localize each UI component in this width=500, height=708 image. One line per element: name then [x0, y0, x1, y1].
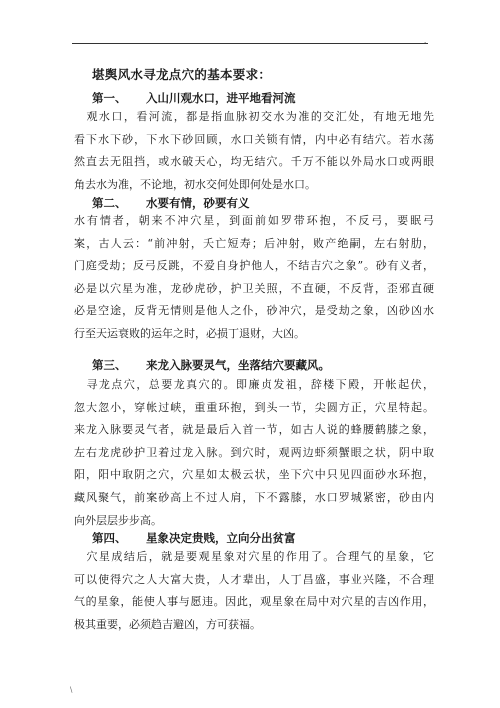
paragraph-line: 气的星象，能使人事与愿违。因此，观星象在局中对穴星的吉凶作用，: [74, 595, 434, 609]
section-heading-2: [92, 195, 250, 211]
paragraph-line: 藏风聚气，前案砂高上不过人肩，下不露膝，水口罗城紧密，砂由内: [74, 490, 434, 504]
header-mark: .: [424, 37, 427, 45]
paragraph-line: 可以使得穴之人大富大贵，人才辈出，人丁昌盛，事业兴隆，不合理: [74, 572, 434, 586]
section-heading-text: 入山川观水口，进平地看河流: [146, 91, 296, 105]
header-rule: [72, 43, 428, 44]
paragraph-line: 水有情者，朝来不冲穴星，到面前如罗带环抱，不反弓，要眠弓: [74, 214, 434, 227]
paragraph-line: 穴星成结后，就是要观星象对穴星的作用了。合理气的星象，它: [74, 550, 434, 563]
section-paragraph-3: [74, 374, 434, 532]
paragraph-line: 来龙入脉要灵气者，就是最后入首一节，如古人说的蜂腰鹤膝之象，: [74, 423, 434, 437]
paragraph-line: 寻龙点穴，总要龙真穴的。即廉贞发祖，辞楼下殿，开帐起伏，: [74, 378, 434, 391]
paragraph-line: 忽大忽小，穿帐过峡，重重环抱，到头一节，尖圆方正，穴星特起。: [74, 400, 434, 414]
section-heading-4: [92, 530, 296, 546]
paragraph-line: 角去水为准，不论地，初水交何处即何处是水口。: [74, 177, 316, 191]
section-heading-text: 水要有情，砂要有义: [146, 196, 250, 210]
paragraph-line: 向外层层步步高。: [74, 513, 162, 527]
section-number: 第三、: [92, 358, 127, 372]
paragraph-line: 极其重要，必须趋吉避凶，方可获福。: [74, 617, 261, 631]
paragraph-line: 门庭受劫；反弓反跳，不爱自身护他人，不结吉穴之象”。砂有义者，: [74, 259, 434, 273]
paragraph-line: 左右龙虎砂护卫着过龙入脉。到穴时，观两边虾须蟹眼之状，阴中取: [74, 445, 434, 459]
section-heading-text: 星象决定贵贱，立向分出贫富: [146, 531, 296, 545]
paragraph-line: 案，古人云：“前冲射，夭亡短寿；后冲射，败产绝嗣，左右射肋，: [74, 236, 434, 250]
section-number: 第一、: [92, 91, 127, 105]
paragraph-line: 必是以穴星为准，龙砂虎砂，护卫关照，不直硬，不反背，歪邪直硬: [74, 281, 434, 295]
footer-mark: \: [70, 686, 73, 694]
paragraph-line: 看下水下砂，下水下砂回顾，水口关锁有情，内中必有结穴。若水荡: [74, 132, 434, 146]
paragraph-line: 行至天运衰败的运年之时，必损丁退财，大凶。: [74, 326, 305, 340]
section-paragraph-1: [74, 106, 434, 196]
section-heading-3: [92, 357, 330, 373]
paragraph-line: 然直去无阻挡，或水破天心，均无结穴。千万不能以外局水口或两眼: [74, 155, 434, 169]
paragraph-line: 必是空途，反背无情则是他人之仆，砂冲穴，是受劫之象，凶砂凶水: [74, 304, 434, 318]
section-paragraph-4: [74, 546, 434, 636]
section-number: 第二、: [92, 196, 127, 210]
section-number: 第四、: [92, 531, 127, 545]
paragraph-line: 观水口，看河流，都是指血脉初交水为准的交汇处，有地无地先: [74, 110, 434, 123]
section-paragraph-2: [74, 210, 434, 346]
section-heading-text: 来龙入脉要灵气，坐落结穴要藏风。: [146, 358, 330, 372]
section-heading-1: [92, 90, 296, 106]
document-title: 堪舆风水寻龙点穴的基本要求：: [92, 67, 272, 82]
paragraph-line: 阳，阳中取阴之穴，穴星如太极云状，坐下穴中只见四面砂水环抱，: [74, 468, 434, 482]
